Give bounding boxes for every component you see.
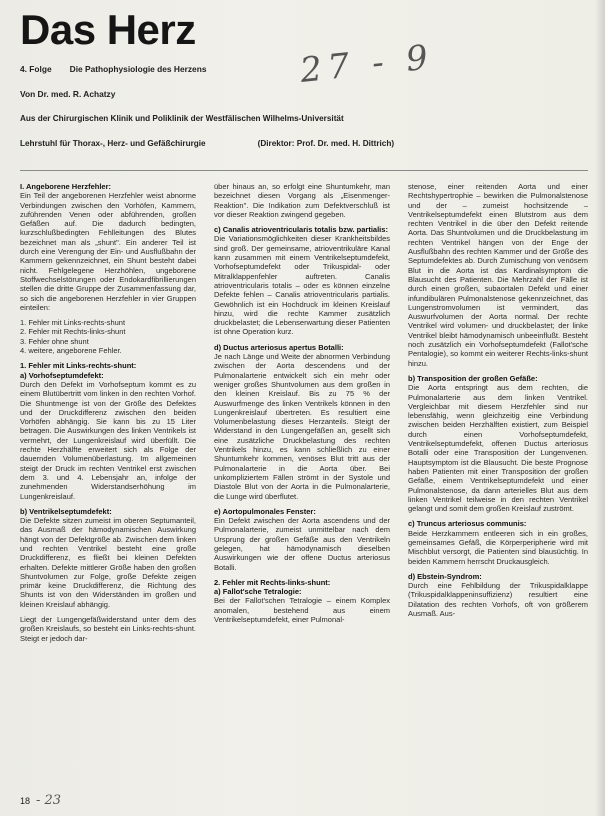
paragraph: Liegt der Lungengefäßwiderstand unter dem des großen Kreislaufs, so besteht ein Links-rechts-shunt. Steigt er jedoch dar-	[20, 615, 196, 643]
section-heading: I. Angeborene Herzfehler:	[20, 182, 111, 191]
paragraph: stenose, einer reitenden Aorta und einer Rechtshypertrophie – bewirken die Pulmonalstenose und der – zumeist hochsitzende – Ventrikelseptumdefekt einen Blutstrom aus dem rechten Ventrikel in die über den Defekt reitende Aorta. Das Shuntvolumen und die Druckbelastung im rechten Ventrikel hängen von der Enge der Ausflußbahn des rechten Kammer und der Größe des Septumdefektes ab. Durch Zumischung von venösem Blut in die Aorta ist das Kardinalsymptom die Blausucht des Patienten. Die Mehrzahl der Fälle ist durch einen großen, subaortalen Defekt und einer infundibulären Pulmonalstenose gekennzeichnet, das Lungenstromvolumen ist vermindert, das Auswurfvolumen der Aorta normal. Der rechte Ventrikel wird volumen- und druckbelastet; der linke Ventrikel bleibt hämodynamisch unbeeinflußt. Besteht noch zusätzlich ein Vorhofseptumdefekt (Fallot'sche Pentalogie), so kommt ein weiterer Rechts-links-shunt hinzu.	[408, 182, 588, 368]
paragraph: über hinaus an, so erfolgt eine Shuntumkehr, man bezeichnet diesen Vorgang als „Eisenmenger-Reaktion". Die Indikation zum Defektverschluß ist vor dieser Reaktion zwingend gegeben.	[214, 182, 390, 219]
page-footer	[20, 793, 61, 808]
subsection-heading: c) Canalis atrioventricularis totalis bzw. partialis:	[214, 225, 388, 235]
subsection-heading: b) Transposition der großen Gefäße:	[408, 373, 538, 383]
text-column-1	[20, 182, 196, 787]
header-divider	[20, 170, 588, 171]
list-item: 2. Fehler mit Rechts-links-shunt	[20, 327, 126, 337]
section-heading: 1. Fehler mit Links-rechts-shunt:	[20, 361, 137, 371]
series-title: Die Pathophysiologie des Herzens	[69, 64, 207, 74]
paragraph: Je nach Länge und Weite der abnormen Verbindung zwischen der Aorta descendens und der Pulmonalarterie entwickelt sich ein mehr oder weniger großes Shuntvolumen aus dem großen in den kleinen Kreislauf. Bis zu 75 % der Auswurfmenge des linken Ventrikels können in den Lungenkreislauf übertreten. Es resultiert eine Volumenbelastung dieses Herzanteils. Steigt der Widerstand in den Lungengefäßen an, gesellt sich eine zusätzliche Druckbelastung des rechten Ventrikels hinzu, es kann schließlich zu einer Shuntumkehr kommen, venöses Blut tritt aus der Pulmonalarterie in die Aorta über. Bei unkompliziertem Fällen strömt in der Systole und Diastole Blut von der Aorta in die Pulmonalarterie, die Lunge wird überflutet.	[214, 352, 390, 501]
list-item: 4. weitere, angeborene Fehler.	[20, 346, 122, 356]
page-number: 18	[20, 796, 31, 806]
handwritten-note: 27 - 9	[298, 37, 436, 91]
text-column-2	[214, 182, 390, 787]
list-item: 3. Fehler ohne shunt	[20, 336, 89, 346]
subsection-heading: b) Ventrikelseptumdefekt:	[20, 506, 112, 516]
subsection-heading: d) Ebstein-Syndrom:	[408, 571, 482, 581]
series-label: 4. Folge	[20, 64, 52, 74]
list-item: 1. Fehler mit Links-rechts-shunt	[20, 318, 126, 328]
subsection-heading: a) Vorhofseptumdefekt:	[20, 370, 104, 380]
paragraph: Ein Teil der angeborenen Herzfehler weist abnorme Verbindungen zwischen den Vorhöfen, Kammern, zuführenden Venen oder abführenden, großen Gefäßen auf. Die dadurch bedingten, kurzschlußbedingten Fehlleitungen des Blutes bezeichnet man als „shunt". Ein anderer Teil ist durch eine Verengung der Ein- und Ausflußbahn der Kammern gekennzeichnet, ein Shunt besteht dabei nicht. Fehlgelegene Herzhöhlen, ungeborene Stoffwechselstörungen oder Endokardfibrillierungen stellen die dritte Gruppe der Zusammenfassung dar, so sich die angeborenen Herzfehler in vier Gruppen einteilen:	[20, 191, 196, 312]
series-line	[20, 64, 206, 74]
author-line: Von Dr. med. R. Achatzy	[20, 89, 116, 99]
subsection-heading: e) Aortopulmonales Fenster:	[214, 506, 316, 516]
subsection-heading: a) Fallot'sche Tetralogie:	[214, 587, 302, 597]
page-edge-shadow	[595, 0, 605, 816]
handwritten-page-note: - 23	[36, 793, 62, 808]
paragraph: Bei der Fallot'schen Tetralogie – einem Komplex anomalen, bestehend aus einem Ventrikelseptumdefekt, einer Pulmonal-	[214, 596, 390, 625]
paragraph: Die Variationsmöglichkeiten dieser Krankheitsbildes sind groß. Der gemeinsame, atrioventrikuläre Kanal kann zusammen mit einem Ventrikelseptumdefekt, Vorhofseptumdefekt oder Trikuspidal- oder Mitralklappenfehler auftreten. Canalis atrioventricularis totalis – oder es können einzelne Defekte fehlen – Canalis atrioventricularis partialis. Gewöhnlich ist ein Hochdruck im kleinen Kreislauf hinzu, wird die rechte Kammer zusätzlich druckbelastet; die Lebenserwartung dieser Patienten ist ohne Operation kurz.	[214, 234, 390, 337]
paragraph: Beide Herzkammern entleeren sich in ein großes, gemeinsames Gefäß, die Körperperipherie wird mit Mischblut versorgt, die Patienten sind blausüchtig. In beiden Kammern herrscht Druckausgleich.	[408, 528, 588, 566]
paragraph: Durch den Defekt im Vorhofseptum kommt es zu einem Blutübertritt vom linken in den rechten Vorhof. Die Shuntmenge ist von der Größe des Defektes und der Druckdifferenz zwischen den beiden Vorhöfen abhängig. Sie kann bis zu 15 Liter betragen. Die Auswirkungen des linken Ventrikels ist vermehrt, der Lungenkreislauf wird überfüllt. Die rechte Herzhälfte erweitert sich als Folge der dauernden Volumenüberlastung. Im allgemeinen steigt der Druck im rechten Ventrikel erst zwischen dem 3. und 4. Lebensjahr an, infolge der zunehmenden Widerstandserhöhung im Lungenkreislauf.	[20, 379, 196, 501]
paragraph: Ein Defekt zwischen der Aorta ascendens und der Pulmonalarterie, zumeist unmittelbar nach dem Ursprung der großen Gefäße aus den Ventrikeln gelegen, hat hämodynamisch dieselben Auswirkungen wie der offene Ductus arteriosus Botalli.	[214, 516, 390, 572]
section-heading: 2. Fehler mit Rechts-links-shunt:	[214, 577, 331, 587]
paragraph: Die Defekte sitzen zumeist im oberen Septumanteil, das Ausmaß der hämodynamischen Auswirkung hängt von der Defektgröße ab. Zwischen dem linken und rechten Ventrikel besteht eine große Druckdifferenz, es fließt bei kleinen Defekten erhalten. Defekte mittlerer Größe haben den großen Shuntvolumen zur Folge, große Defekte zeigen primär keine Druckdifferenz, die Richtung des Shunts ist von den Widerständen im großen und kleinen Kreislauf abhängig.	[20, 516, 196, 609]
department: Lehrstuhl für Thorax-, Herz- und Gefäßchirurgie	[20, 139, 206, 148]
subsection-heading: c) Truncus arteriosus communis:	[408, 519, 527, 529]
department-line	[20, 139, 394, 149]
paragraph: Durch eine Fehlbildung der Trikuspidalklappe (Trikuspidalklappeninsuffizienz) resultiert eine Dilatation des rechten Vorhofs, oft von größerem Ausmaß. Aus-	[408, 581, 588, 619]
subsection-heading: d) Ductus arteriosus apertus Botalli:	[214, 342, 344, 352]
text-column-3	[408, 182, 588, 787]
article-title: Das Herz	[20, 6, 196, 53]
institution-line: Aus der Chirurgischen Klinik und Poliklinik der Westfälischen Wilhelms-Universität	[20, 114, 344, 123]
director: (Direktor: Prof. Dr. med. H. Dittrich)	[257, 139, 395, 148]
paragraph: Die Aorta entspringt aus dem rechten, die Pulmonalarterie aus dem linken Ventrikel. Vergleichbar mit diesem Herzfehler sind nur lebensfähig, wenn gleichzeitig eine Verbindung zwischen beiden Herzhälften existiert, zum Beispiel durch einen Vorhofseptumdefekt, Ventrikelseptumdefekt, offenen Ductus arteriosus Botalli oder eine Transposition der Lungenvenen. Hauptsymptom ist die Blausucht. Die beste Prognose haben Patienten mit einer Transposition der großen Gefäße, einem Ventrikelseptumdefekt und einer Pulmonalstenose, da dann arterielles Blut aus dem linken Ventrikel teilweise in den rechten Ventrikel gelangt und somit dem großen Kreislauf zuströmt.	[408, 383, 588, 514]
category-list	[20, 318, 196, 355]
